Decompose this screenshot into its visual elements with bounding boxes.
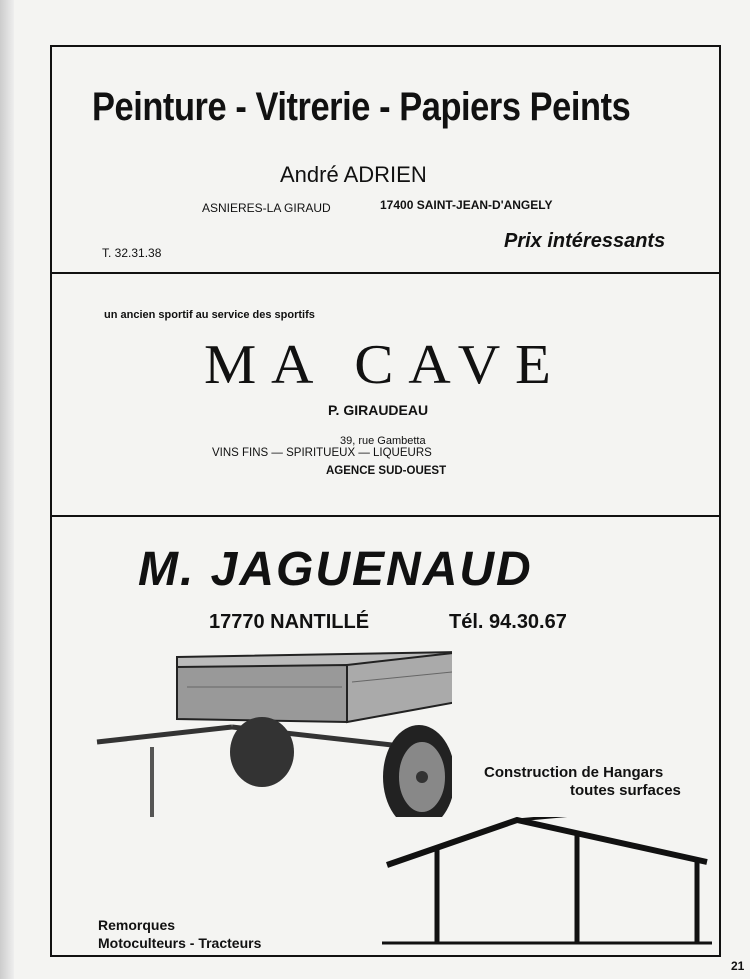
ad1-price-note: Prix intéressants	[504, 230, 666, 252]
ad3-tel: Tél. 94.30.67	[449, 611, 567, 633]
ad2-products: VINS FINS — SPIRITUEUX — LIQUEURS	[212, 447, 432, 459]
ad2-person: P. GIRAUDEAU	[328, 402, 429, 418]
ad1-name: André ADRIEN	[280, 162, 427, 187]
ad3-remorques: Remorques	[98, 917, 176, 933]
divider-2	[52, 515, 719, 517]
ad2-address: 39, rue Gambetta	[340, 435, 426, 447]
ad3-hangars-line2: toutes surfaces	[570, 782, 681, 799]
ad3-city: 17770 NANTILLÉ	[209, 611, 370, 633]
ad2-title: MA CAVE	[204, 334, 566, 396]
trailer-illustration	[92, 647, 452, 817]
ad3-motoculteurs: Motoculteurs - Tracteurs	[98, 935, 262, 951]
ad1-city: 17400 SAINT-JEAN-D'ANGELY	[380, 198, 553, 212]
hangar-illustration	[382, 817, 712, 947]
ad-frame	[50, 45, 721, 957]
divider-1	[52, 272, 719, 274]
page-binding-shadow	[0, 0, 14, 979]
page-number: 21	[731, 959, 745, 973]
ad2-agency: AGENCE SUD-OUEST	[326, 465, 447, 477]
ad3-hangars-line1: Construction de Hangars	[484, 764, 664, 781]
ad3-title: M. JAGUENAUD	[138, 543, 533, 596]
ad2-tagline: un ancien sportif au service des sportifs	[104, 309, 315, 321]
ad1-phone: T. 32.31.38	[102, 246, 162, 260]
ad1-title: Peinture - Vitrerie - Papiers Peints	[92, 85, 631, 129]
ad1-town: ASNIERES-LA GIRAUD	[202, 201, 331, 215]
